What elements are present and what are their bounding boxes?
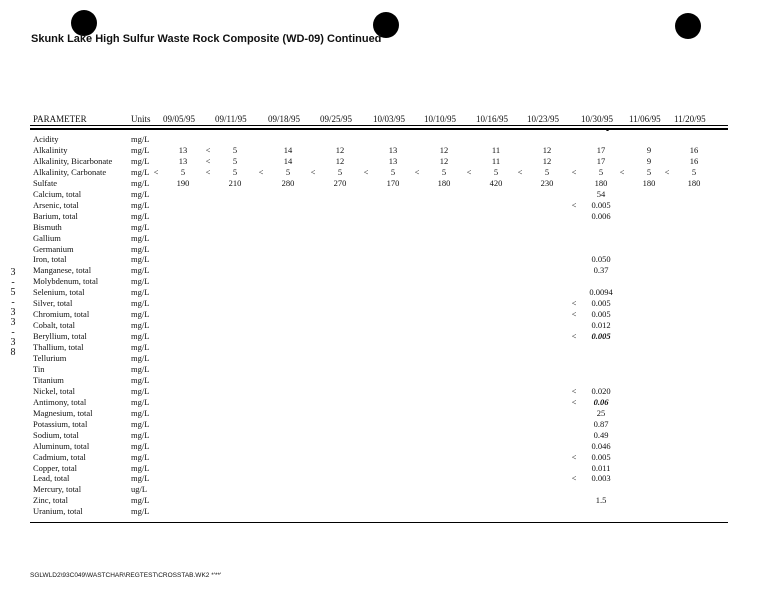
parameter-name: Alkalinity — [33, 144, 68, 155]
value-cell: 13 — [388, 144, 398, 155]
value-cell: 5 — [180, 166, 186, 177]
value-cell: 16 — [689, 155, 699, 166]
unit: mg/L — [131, 363, 150, 374]
parameter-name: Tellurium — [33, 353, 67, 363]
value-cell: 9 — [646, 155, 652, 166]
qualifier-less-than: < — [571, 298, 577, 309]
parameter-name: Molybdenum, total — [33, 276, 99, 287]
value-cell: 5 — [232, 144, 238, 155]
qualifier-less-than: < — [619, 166, 625, 177]
parameter-name: Gallium — [33, 232, 61, 243]
parameter-name: Alkalinity, Bicarbonate — [33, 155, 113, 166]
value-cell: 11 — [491, 144, 501, 155]
date-header: 10/10/95 — [424, 114, 457, 124]
parameter-name: Titanium — [33, 374, 64, 385]
unit: mg/L — [131, 451, 150, 462]
parameter-name: Nickel, total — [33, 385, 76, 396]
value-cell: 5 — [285, 166, 291, 177]
date-header: 10/30/95 — [581, 114, 614, 124]
parameter-name: Selenium, total — [33, 287, 85, 298]
unit: mg/L — [131, 287, 150, 298]
value-cell: 17 — [596, 155, 606, 166]
parameter-name: Barium, total — [33, 210, 78, 221]
qualifier-less-than: < — [153, 166, 159, 177]
value-cell: 25 — [596, 407, 606, 418]
unit: mg/L — [131, 309, 150, 320]
parameter-name: Aluminum, total — [33, 440, 90, 451]
ink-dot — [606, 128, 609, 131]
date-header: 09/25/95 — [320, 114, 353, 124]
date-header: 09/11/95 — [215, 114, 247, 124]
parameter-name: Tin — [33, 363, 45, 374]
value-cell: 0.012 — [591, 320, 611, 331]
parameter-name: Chromium, total — [33, 309, 90, 320]
unit: mg/L — [131, 298, 150, 309]
unit: mg/L — [131, 199, 150, 210]
qualifier-less-than: < — [205, 155, 211, 166]
results-table — [30, 114, 728, 524]
qualifier-less-than: < — [571, 199, 577, 210]
parameter-name: Cobalt, total — [33, 320, 76, 331]
value-cell: 0.046 — [591, 440, 611, 451]
parameter-name: Lead, total — [33, 473, 70, 484]
unit: mg/L — [131, 320, 150, 331]
value-cell: 17 — [596, 144, 606, 155]
date-header: 11/06/95 — [629, 114, 661, 124]
header-top-rule — [30, 125, 728, 126]
qualifier-less-than: < — [571, 331, 577, 342]
qualifier-less-than: < — [571, 166, 577, 177]
unit: mg/L — [131, 243, 150, 254]
parameter-name: Manganese, total — [33, 265, 92, 276]
table-bottom-rule — [30, 522, 728, 523]
qualifier-less-than: < — [571, 396, 577, 407]
unit: mg/L — [131, 462, 150, 473]
unit: mg/L — [131, 265, 150, 276]
unit: mg/L — [131, 232, 150, 243]
unit: mg/L — [131, 155, 150, 166]
qualifier-less-than: < — [571, 451, 577, 462]
value-cell: 0.49 — [593, 429, 609, 440]
date-header: 10/23/95 — [527, 114, 560, 124]
unit: mg/L — [131, 353, 150, 363]
parameter-name: Uranium, total — [33, 506, 83, 517]
unit: mg/L — [131, 396, 150, 407]
parameter-name: Iron, total — [33, 254, 67, 265]
qualifier-less-than: < — [310, 166, 316, 177]
parameter-name: Magnesium, total — [33, 407, 93, 418]
unit: mg/L — [131, 407, 150, 418]
parameter-name: Sodium, total — [33, 429, 79, 440]
value-cell: 12 — [542, 155, 552, 166]
parameter-name: Sulfate — [33, 177, 58, 188]
value-cell: 5 — [390, 166, 396, 177]
qualifier-less-than: < — [571, 309, 577, 320]
parameter-name: Mercury, total — [33, 484, 82, 495]
value-cell: 0.0094 — [589, 287, 613, 298]
value-cell: 420 — [489, 177, 503, 188]
qualifier-less-than: < — [205, 144, 211, 155]
value-cell: 12 — [542, 144, 552, 155]
value-cell: 5 — [544, 166, 550, 177]
unit: mg/L — [131, 418, 150, 429]
parameter-header: PARAMETER — [33, 114, 87, 124]
value-cell: 14 — [283, 155, 293, 166]
units-header: Units — [131, 114, 151, 124]
value-cell: 5 — [337, 166, 343, 177]
qualifier-less-than: < — [517, 166, 523, 177]
footer-path: SGLWLD2\93C049\WASTCHAR\REGTEST\CROSSTAB.WK2 *'**' — [30, 572, 222, 579]
value-cell: 5 — [493, 166, 499, 177]
value-cell: 5 — [598, 166, 604, 177]
unit: mg/L — [131, 495, 150, 506]
parameter-name: Potassium, total — [33, 418, 88, 429]
date-header: 09/18/95 — [268, 114, 301, 124]
value-cell: 180 — [437, 177, 451, 188]
date-header: 10/03/95 — [373, 114, 406, 124]
value-cell: 0.06 — [593, 396, 609, 407]
value-cell: 13 — [178, 155, 188, 166]
value-cell: 5 — [232, 155, 238, 166]
value-cell: 230 — [540, 177, 554, 188]
value-cell: 9 — [646, 144, 652, 155]
parameter-name: Calcium, total — [33, 188, 82, 199]
unit: mg/L — [131, 331, 150, 342]
parameter-name: Thallium, total — [33, 342, 84, 353]
value-cell: 5 — [441, 166, 447, 177]
value-cell: 13 — [388, 155, 398, 166]
value-cell: 190 — [176, 177, 190, 188]
value-cell: 0.011 — [591, 462, 611, 473]
value-cell: 5 — [232, 166, 238, 177]
side-page-code: 3 - 5 - 3 3 - 3 8 — [10, 267, 16, 358]
unit: ug/L — [131, 484, 148, 495]
value-cell: 0.005 — [591, 298, 611, 309]
value-cell: 0.87 — [593, 418, 609, 429]
value-cell: 0.37 — [593, 265, 609, 276]
unit: mg/L — [131, 506, 150, 517]
value-cell: 0.005 — [591, 331, 611, 342]
parameter-name: Antimony, total — [33, 396, 87, 407]
qualifier-less-than: < — [414, 166, 420, 177]
value-cell: 11 — [491, 155, 501, 166]
value-cell: 12 — [439, 144, 449, 155]
parameter-name: Zinc, total — [33, 495, 68, 506]
unit: mg/L — [131, 276, 150, 287]
unit: mg/L — [131, 342, 150, 353]
value-cell: 54 — [596, 188, 606, 199]
qualifier-less-than: < — [363, 166, 369, 177]
value-cell: 0.050 — [591, 254, 611, 265]
date-header: 10/16/95 — [476, 114, 509, 124]
unit: mg/L — [131, 177, 150, 188]
value-cell: 0.020 — [591, 385, 611, 396]
parameter-name: Cadmium, total — [33, 451, 86, 462]
parameter-name: Germanium — [33, 243, 74, 254]
value-cell: 14 — [283, 144, 293, 155]
value-cell: 16 — [689, 144, 699, 155]
unit: mg/L — [131, 144, 150, 155]
qualifier-less-than: < — [466, 166, 472, 177]
value-cell: 13 — [178, 144, 188, 155]
value-cell: 0.005 — [591, 451, 611, 462]
value-cell: 12 — [439, 155, 449, 166]
punch-hole-right — [675, 13, 701, 39]
document-title: Skunk Lake High Sulfur Waste Rock Composite (WD-09) Continued — [31, 33, 382, 45]
qualifier-less-than: < — [205, 166, 211, 177]
parameter-name: Beryllium, total — [33, 331, 87, 342]
unit: mg/L — [131, 429, 150, 440]
qualifier-less-than: < — [664, 166, 670, 177]
unit: mg/L — [131, 374, 150, 385]
parameter-name: Acidity — [33, 134, 59, 144]
value-cell: 5 — [646, 166, 652, 177]
unit: mg/L — [131, 254, 150, 265]
value-cell: 12 — [335, 155, 345, 166]
parameter-name: Copper, total — [33, 462, 78, 473]
value-cell: 0.003 — [591, 473, 611, 484]
unit: mg/L — [131, 221, 150, 232]
value-cell: 0.006 — [591, 210, 611, 221]
value-cell: 180 — [594, 177, 608, 188]
value-cell: 12 — [335, 144, 345, 155]
unit: mg/L — [131, 385, 150, 396]
unit: mg/L — [131, 166, 150, 177]
date-header: 09/05/95 — [163, 114, 196, 124]
qualifier-less-than: < — [571, 473, 577, 484]
value-cell: 210 — [228, 177, 242, 188]
parameter-name: Arsenic, total — [33, 199, 79, 210]
value-cell: 270 — [333, 177, 347, 188]
parameter-name: Bismuth — [33, 221, 62, 232]
parameter-name: Silver, total — [33, 298, 73, 309]
value-cell: 1.5 — [595, 495, 607, 506]
value-cell: 0.005 — [591, 199, 611, 210]
unit: mg/L — [131, 188, 150, 199]
parameter-name: Alkalinity, Carbonate — [33, 166, 107, 177]
unit: mg/L — [131, 210, 150, 221]
value-cell: 170 — [386, 177, 400, 188]
unit: mg/L — [131, 473, 150, 484]
header-bottom-rule — [30, 128, 728, 130]
unit: mg/L — [131, 134, 150, 144]
value-cell: 0.005 — [591, 309, 611, 320]
value-cell: 280 — [281, 177, 295, 188]
value-cell: 5 — [691, 166, 697, 177]
qualifier-less-than: < — [571, 385, 577, 396]
unit: mg/L — [131, 440, 150, 451]
date-header: 11/20/95 — [674, 114, 706, 124]
value-cell: 180 — [642, 177, 656, 188]
value-cell: 180 — [687, 177, 701, 188]
qualifier-less-than: < — [258, 166, 264, 177]
